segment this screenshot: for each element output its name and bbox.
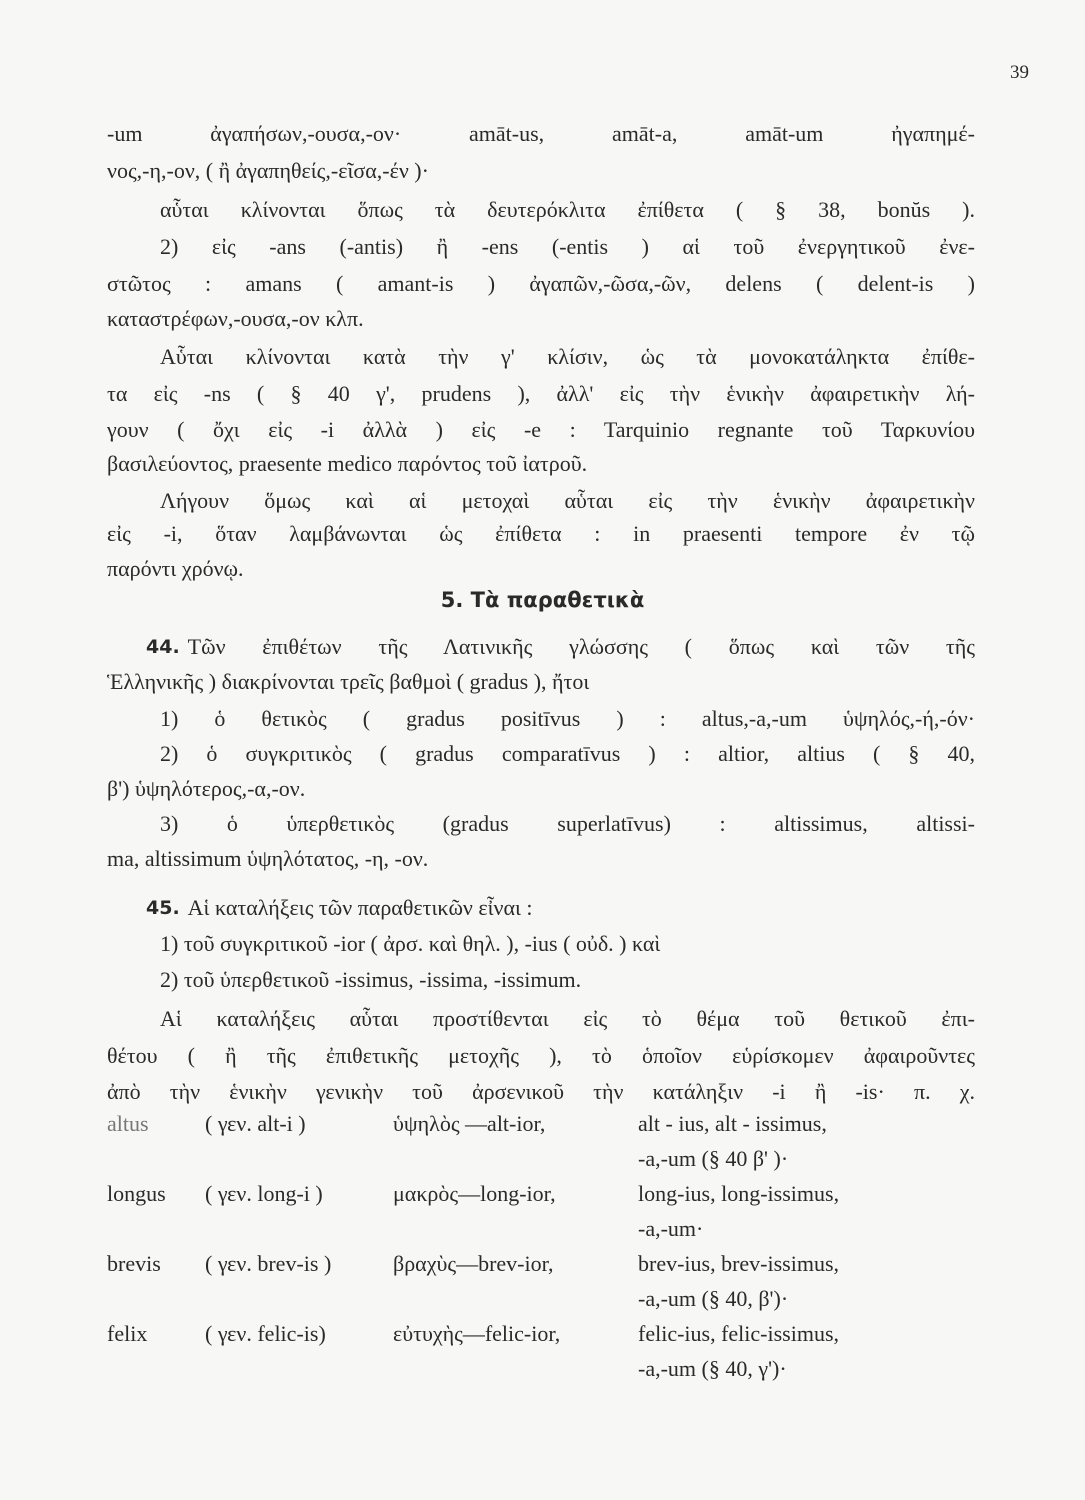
example-word: felix xyxy=(107,1321,148,1346)
paragraph-number: 44. xyxy=(146,636,180,658)
text-line: Αὗται κλίνονται κατὰ τὴν γ' κλίσιν, ὡς τὰ μονοκατάληκτα ἐπίθε- xyxy=(160,344,975,369)
text-line: νος,-η,-ον, ( ἢ ἀγαπηθείς,-εῖσα,-έν )· xyxy=(107,158,429,183)
example-forms-continued: -a,-um· xyxy=(638,1216,704,1241)
example-forms: long-ius, long-issimus, xyxy=(638,1181,840,1206)
paragraph-number: 45. xyxy=(146,897,180,919)
example-word: altus xyxy=(107,1111,149,1136)
text-line: β') ὑψηλότερος,-α,-ον. xyxy=(107,776,306,801)
example-comparative: βραχὺς—brev-ior, xyxy=(393,1251,554,1276)
text-line: παρόντι χρόνῳ. xyxy=(107,556,244,581)
example-genitive: ( γεν. long-i ) xyxy=(205,1181,323,1206)
example-forms-continued: -a,-um (§ 40 β' )· xyxy=(638,1146,789,1171)
text-line: Αἱ καταλήξεις αὗται προστίθενται εἰς τὸ θέμα τοῦ θετικοῦ ἐπι- xyxy=(160,1006,975,1031)
text-line: Λήγουν ὅμως καὶ αἱ μετοχαὶ αὗται εἰς τὴν ἑνικὴν ἀφαιρετικὴν xyxy=(160,488,975,513)
text-line: θέτου ( ἢ τῆς ἐπιθετικῆς μετοχῆς ), τὸ ὁποῖον εὑρίσκομεν ἀφαιροῦντες xyxy=(107,1043,975,1068)
text-line: Τῶν ἐπιθέτων τῆς Λατινικῆς γλώσσης ( ὅπως καὶ τῶν τῆς xyxy=(187,634,975,659)
section-heading: 5. Τὰ παραθετικὰ xyxy=(440,588,645,612)
example-word: longus xyxy=(107,1181,166,1206)
text-line: 3) ὁ ὑπερθετικὸς (gradus superlatīvus) : altissimus, altissi- xyxy=(160,811,975,836)
example-forms: felic-ius, felic-issimus, xyxy=(638,1321,840,1346)
text-line: τα εἰς -ns ( § 40 γ', prudens ), ἀλλ' εἰς τὴν ἑνικὴν ἀφαιρετικὴν λή- xyxy=(107,381,975,406)
example-genitive: ( γεν. alt-i ) xyxy=(205,1111,306,1136)
example-genitive: ( γεν. felic-is) xyxy=(205,1321,326,1346)
text-line: βασιλεύοντος, praesente medico παρόντος τοῦ ἰατροῦ. xyxy=(107,451,588,476)
example-comparative: μακρὸς—long-ior, xyxy=(393,1181,556,1206)
example-comparative: εὐτυχὴς—felic-ior, xyxy=(393,1321,561,1346)
text-line: 2) εἰς -ans (-antis) ἢ -ens (-entis ) αἱ τοῦ ἐνεργητικοῦ ἐνε- xyxy=(160,234,975,259)
example-word: brevis xyxy=(107,1251,161,1276)
example-comparative: ὑψηλὸς —alt-ior, xyxy=(393,1111,546,1136)
text-line: 1) ὁ θετικὸς ( gradus positīvus ) : altus,-a,-um ὑψηλός,-ή,-όν· xyxy=(160,706,975,731)
text-line: ma, altissimum ὑψηλότατος, -η, -ον. xyxy=(107,846,429,871)
text-line: 2) τοῦ ὑπερθετικοῦ -issimus, -issima, -issimum. xyxy=(160,967,582,992)
text-line: στῶτος : amans ( amant-is ) ἀγαπῶν,-ῶσα,-ῶν, delens ( delent-is ) xyxy=(107,271,975,296)
text-line: ἀπὸ τὴν ἑνικὴν γενικὴν τοῦ ἀρσενικοῦ τὴν κατάληξιν -i ἢ -is· π. χ. xyxy=(107,1079,975,1104)
text-line: εἰς -i, ὅταν λαμβάνωνται ὡς ἐπίθετα : in praesenti tempore ἐν τῷ xyxy=(107,521,975,546)
example-forms-continued: -a,-um (§ 40, β')· xyxy=(638,1286,789,1311)
text-line: καταστρέφων,-ουσα,-ον κλπ. xyxy=(107,306,364,331)
example-forms: alt - ius, alt - issimus, xyxy=(638,1111,827,1136)
text-line: Ἑλληνικῆς ) διακρίνονται τρεῖς βαθμοὶ ( gradus ), ἤτοι xyxy=(107,669,590,694)
paragraph-44-first-line xyxy=(146,633,975,661)
example-forms: brev-ius, brev-issimus, xyxy=(638,1251,840,1276)
page-number: 39 xyxy=(1010,62,1029,83)
paragraph-45-first-line xyxy=(146,894,975,922)
text-line: γουν ( ὄχι εἰς -i ἀλλὰ ) εἰς -e : Tarquinio regnante τοῦ Ταρκυνίου xyxy=(107,417,975,442)
example-genitive: ( γεν. brev-is ) xyxy=(205,1251,332,1276)
text-line: αὗται κλίνονται ὅπως τὰ δευτερόκλιτα ἐπίθετα ( § 38, bonŭs ). xyxy=(160,197,975,222)
text-line: -um ἀγαπήσων,-ουσα,-ον· amāt-us, amāt-a, amāt-um ἠγαπημέ- xyxy=(107,121,975,146)
example-forms-continued: -a,-um (§ 40, γ')· xyxy=(638,1356,787,1381)
text-line: Αἱ καταλήξεις τῶν παραθετικῶν εἶναι : xyxy=(187,895,533,920)
text-line: 1) τοῦ συγκριτικοῦ -ior ( ἀρσ. καὶ θηλ. ), -ius ( οὐδ. ) καὶ xyxy=(160,931,661,956)
text-line: 2) ὁ συγκριτικὸς ( gradus comparatīvus ) : altior, altius ( § 40, xyxy=(160,741,975,766)
